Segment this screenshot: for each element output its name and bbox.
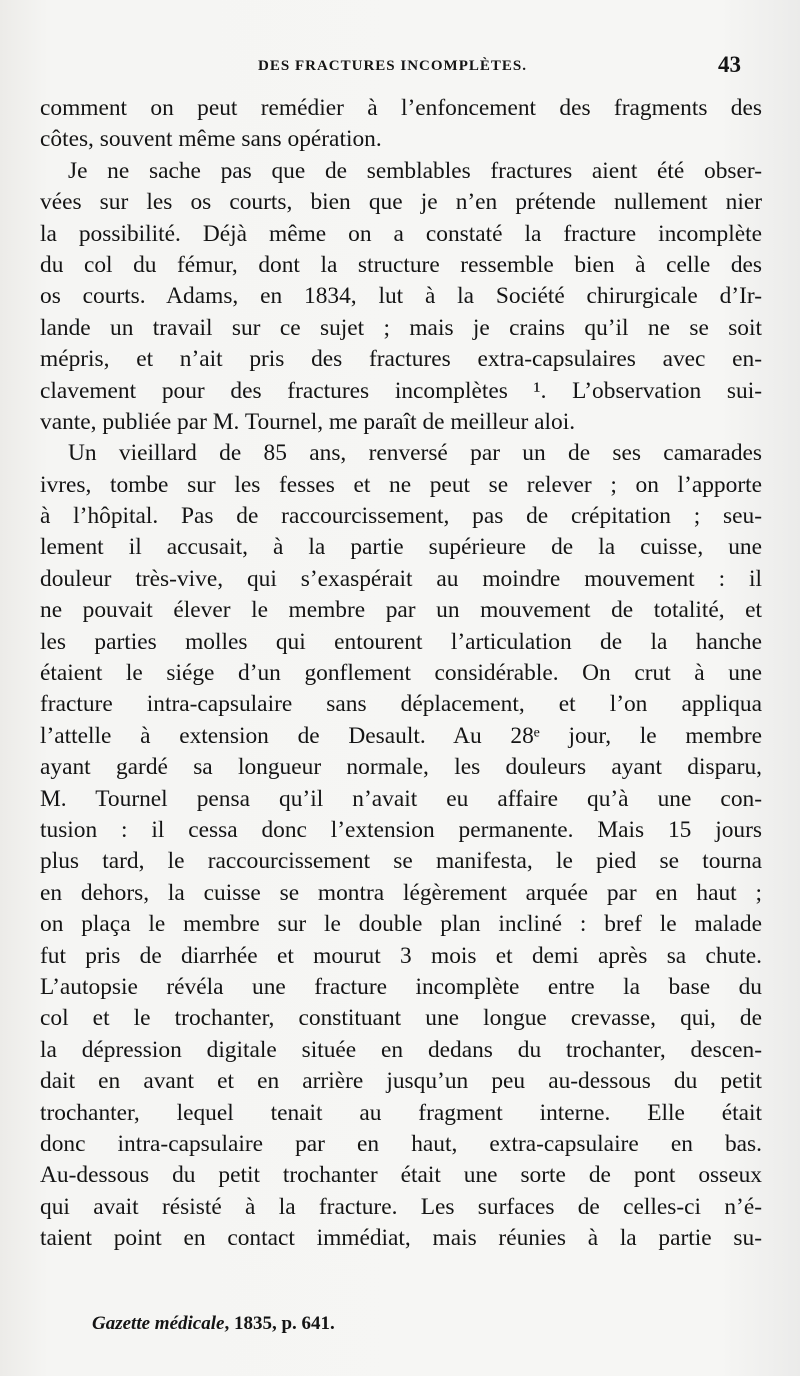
text-line: trochanter, lequel tenait au fragment interne. Elle était: [40, 1099, 762, 1126]
text-line: l’attelle à extension de Desault. Au 28ᵉ jour, le membre: [40, 722, 762, 749]
running-head: [40, 52, 745, 82]
footnote-citation: , 1835, p. 641.: [224, 1313, 335, 1334]
text-line: dait en avant et en arrière jusqu’un peu au-dessous du petit: [40, 1068, 762, 1095]
footnote: [92, 1313, 335, 1335]
text-line: ayant gardé sa longueur normale, les douleurs ayant disparu,: [40, 754, 762, 781]
text-line: en dehors, la cuisse se montra légèrement arquée par en haut ;: [40, 879, 762, 906]
text-line: L’autopsie révéla une fracture incomplète entre la base du: [40, 973, 762, 1000]
text-line: côtes, souvent même sans opération.: [40, 126, 382, 153]
text-line: M. Tournel pensa qu’il n’avait eu affaire qu’à une con-: [40, 785, 762, 812]
text-line: étaient le siége d’un gonflement considérable. On crut à une: [40, 660, 762, 687]
body-text: [40, 93, 762, 1254]
page-number: 43: [718, 52, 741, 77]
text-line: la possibilité. Déjà même on a constaté la fracture incomplète: [40, 220, 762, 247]
text-line: clavement pour des fractures incomplètes ¹. L’observation sui-: [40, 377, 762, 404]
text-line: lande un travail sur ce sujet ; mais je crains qu’il ne se soit: [40, 314, 762, 341]
text-line: tusion : il cessa donc l’extension permanente. Mais 15 jours: [40, 816, 762, 843]
running-title: DES FRACTURES INCOMPLÈTES.: [258, 58, 527, 74]
text-line: mépris, et n’ait pris des fractures extra-capsulaires avec en-: [40, 346, 762, 373]
text-line: ivres, tombe sur les fesses et ne peut se relever ; on l’apporte: [40, 471, 762, 498]
footnote-source: Gazette médicale: [92, 1313, 225, 1334]
text-line: Je ne sache pas que de semblables fractures aient été obser-: [68, 157, 762, 184]
text-line: à l’hôpital. Pas de raccourcissement, pas de crépitation ; seu-: [40, 503, 762, 530]
text-line: du col du fémur, dont la structure ressemble bien à celle des: [40, 251, 762, 278]
text-line: donc intra-capsulaire par en haut, extra-capsulaire en bas.: [40, 1130, 762, 1157]
text-line: Un vieillard de 85 ans, renversé par un de ses camarades: [68, 440, 762, 467]
text-line: douleur très-vive, qui s’exaspérait au moindre mouvement : il: [40, 565, 762, 592]
text-line: fut pris de diarrhée et mourut 3 mois et demi après sa chute.: [40, 942, 762, 969]
text-line: qui avait résisté à la fracture. Les surfaces de celles-ci n’é-: [40, 1193, 762, 1220]
text-line: les parties molles qui entourent l’articulation de la hanche: [40, 628, 762, 655]
text-line: taient point en contact immédiat, mais réunies à la partie su-: [40, 1225, 762, 1252]
text-line: os courts. Adams, en 1834, lut à la Société chirurgicale d’Ir-: [40, 283, 762, 310]
text-line: vante, publiée par M. Tournel, me paraît de meilleur aloi.: [40, 408, 576, 435]
text-line: comment on peut remédier à l’enfoncement des fragments des: [40, 95, 762, 121]
text-line: lement il accusait, à la partie supérieure de la cuisse, une: [40, 534, 762, 561]
text-line: col et le trochanter, constituant une longue crevasse, qui, de: [40, 1005, 762, 1032]
text-line: Au-dessous du petit trochanter était une sorte de pont osseux: [40, 1162, 762, 1189]
text-line: ne pouvait élever le membre par un mouvement de totalité, et: [40, 597, 762, 624]
text-line: la dépression digitale située en dedans du trochanter, descen-: [40, 1036, 762, 1063]
text-line: fracture intra-capsulaire sans déplacement, et l’on appliqua: [40, 691, 762, 718]
text-line: on plaça le membre sur le double plan incliné : bref le malade: [40, 911, 762, 938]
text-line: vées sur les os courts, bien que je n’en prétende nullement nier: [40, 189, 762, 216]
text-line: plus tard, le raccourcissement se manifesta, le pied se tourna: [40, 848, 762, 875]
